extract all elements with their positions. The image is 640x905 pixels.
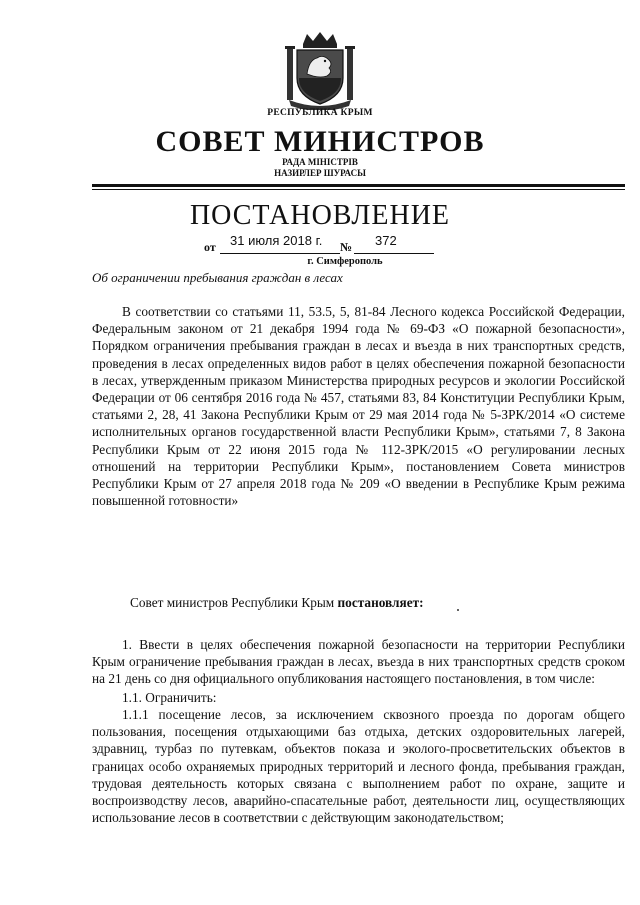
resolves-keyword: постановляет: xyxy=(337,595,424,610)
item-1-paragraph: 1. Ввести в целях обеспечения пожарной безопасности на территории Республики Крым ограничение пребывания граждан в лесах, въезда в них транспортных средств сроком на 21 день со дня официального опубликования настоящего постановления, в том числе: xyxy=(92,637,625,687)
coat-of-arms-icon xyxy=(283,30,357,110)
scan-speck xyxy=(457,609,459,611)
number-underline xyxy=(354,253,434,254)
item-1-1-paragraph: 1.1. Ограничить: xyxy=(122,690,217,705)
decree-subject: Об ограничении пребывания граждан в лесах xyxy=(92,270,343,285)
preamble-paragraph: В соответствии со статьями 11, 53.5, 5, 81-84 Лесного кодекса Российской Федерации, Федеральным законом от 21 декабря 1994 года № 69-ФЗ «О пожарной безопасности», Порядком ограничения пребывания граждан в лесах и въезда в них транспортных средств, проведения в лесах определенных видов работ в целях обеспечения пожарной безопасности в лесах, утвержденным приказом Министерства природных ресурсов и экологии Российской Федерации от 06 сентября 2016 года № 457, статьями 83, 84 Конституции Республики Крым, статьями 2, 28, 41 Закона Республики Крым от 29 мая 2014 года № 5-ЗРК/2014 «О системе исполнительных органов государственной власти Республики Крым», статьями 7, 8 Закона Республики Крым от 22 июня 2015 года № 112-ЗРК/2015 «О регулировании лесных отношений на территории Республики Крым», постановлением Совета министров Республики Крым от 27 апреля 2018 года № 209 «О введении в Республике Крым режима повышенной готовности» xyxy=(92,304,625,509)
resolves-paragraph xyxy=(92,594,625,611)
decree-date: 31 июля 2018 г. xyxy=(230,233,323,248)
decree-title: ПОСТАНОВЛЕНИЕ xyxy=(189,200,451,231)
date-underline xyxy=(220,253,340,254)
republic-name: РЕСПУБЛИКА КРЫМ xyxy=(267,108,373,118)
decree-number: 372 xyxy=(375,233,397,248)
header-divider-thin xyxy=(92,189,625,190)
from-label: от xyxy=(204,240,216,254)
council-name-ukrainian: РАДА МІНІСТРІВ xyxy=(282,157,358,167)
item-1-1-1-paragraph: 1.1.1 посещение лесов, за исключением сквозного проезда по дорогам общего пользования, посещения отдыхающими баз отдыха, детских оздоровительных лагерей, здравниц, турбаз по путевкам, объектов показа и эколого-просветительских объектов в границах особо охраняемых природных территорий и лесного фонда, пребывания граждан, трудовая деятельность которых связана с выполнением работ по охране, защите и воспроизводству лесов, аварийно-спасательные работ, деятельности лиц, осуществляющих использование лесов в соответствии с действующим законодательством; xyxy=(92,707,625,826)
decree-city: г. Симферополь xyxy=(307,256,383,267)
header-divider xyxy=(92,184,625,187)
decree-date-row xyxy=(200,233,460,255)
number-label: № xyxy=(340,240,353,254)
council-name: СОВЕТ МИНИСТРОВ xyxy=(155,125,485,158)
resolves-prefix: Совет министров Республики Крым xyxy=(130,595,338,610)
council-name-tatar: НАЗИРЛЕР ШУРАСЫ xyxy=(274,168,366,178)
